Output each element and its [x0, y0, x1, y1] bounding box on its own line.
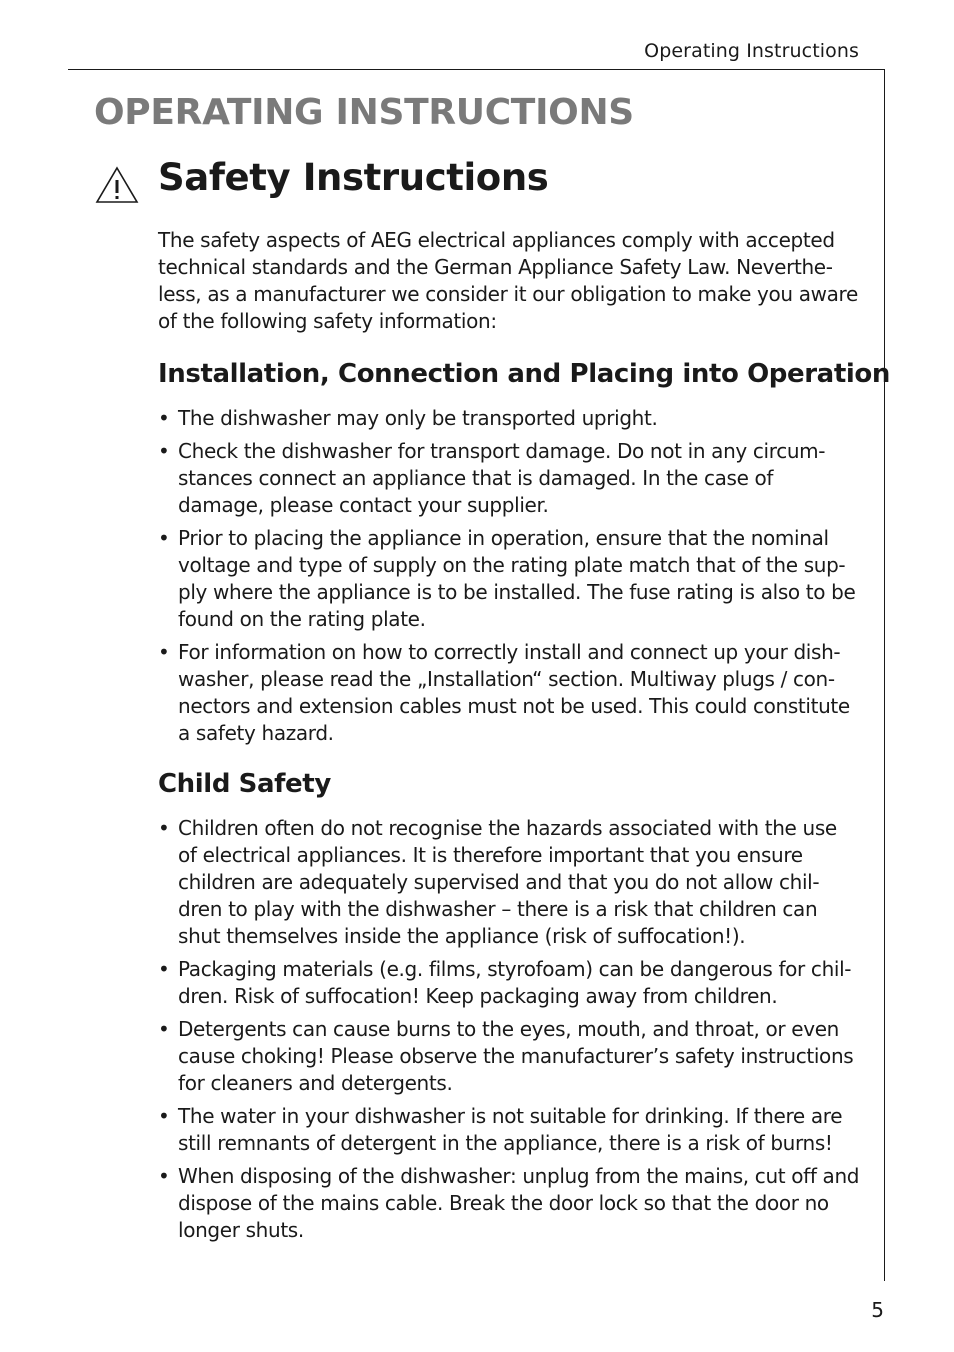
running-header: Operating Instructions — [644, 40, 859, 62]
list-item: • Packaging materials (e.g. films, styrofoam) can be dangerous for chil-dren. Risk of suffocation! Keep packaging away from children. — [158, 956, 860, 1010]
page-number: 5 — [871, 1298, 884, 1322]
section-title: OPERATING INSTRUCTIONS — [94, 92, 634, 133]
warning-triangle-icon — [95, 166, 139, 204]
list-item: • Check the dishwasher for transport damage. Do not in any circum-stances connect an appliance that is damaged. In the case of damage, please contact your supplier. — [158, 438, 860, 519]
child-safety-heading: Child Safety — [158, 769, 331, 799]
page-title: Safety Instructions — [158, 156, 549, 199]
list-item: • Detergents can cause burns to the eyes, mouth, and throat, or even cause choking! Please observe the manufacturer’s safety instructions for cleaners and detergents. — [158, 1016, 860, 1097]
margin-rule — [884, 69, 885, 1281]
header-rule — [68, 69, 885, 70]
installation-heading: Installation, Connection and Placing into Operation — [158, 359, 890, 389]
child-safety-list — [158, 815, 860, 1244]
intro-paragraph: The safety aspects of AEG electrical appliances comply with accepted technical standards and the German Appliance Safety Law. Neverthe-less, as a manufacturer we consider it our obligation to make you aware of the following safety information: — [158, 228, 858, 333]
list-item: • For information on how to correctly install and connect up your dish-washer, please read the „Installation“ section. Multiway plugs / con-nectors and extension cables must not be used. This could constitute a safety hazard. — [158, 639, 860, 747]
list-item: • The dishwasher may only be transported upright. — [158, 405, 860, 432]
list-item: • When disposing of the dishwasher: unplug from the mains, cut off and dispose of the mains cable. Break the door lock so that the door no longer shuts. — [158, 1163, 860, 1244]
list-item: • Children often do not recognise the hazards associated with the use of electrical appliances. It is therefore important that you ensure children are adequately supervised and that you do not allow chil-dren to play with the dishwasher – there is a risk that children can shut themselves inside the appliance (risk of suffocation!). — [158, 815, 860, 950]
list-item: • The water in your dishwasher is not suitable for drinking. If there are still remnants of detergent in the appliance, there is a risk of burns! — [158, 1103, 860, 1157]
installation-list — [158, 405, 860, 747]
list-item: • Prior to placing the appliance in operation, ensure that the nominal voltage and type of supply on the rating plate match that of the sup-ply where the appliance is to be installed. The fuse rating is also to be found on the rating plate. — [158, 525, 860, 633]
main-content — [158, 227, 890, 1250]
